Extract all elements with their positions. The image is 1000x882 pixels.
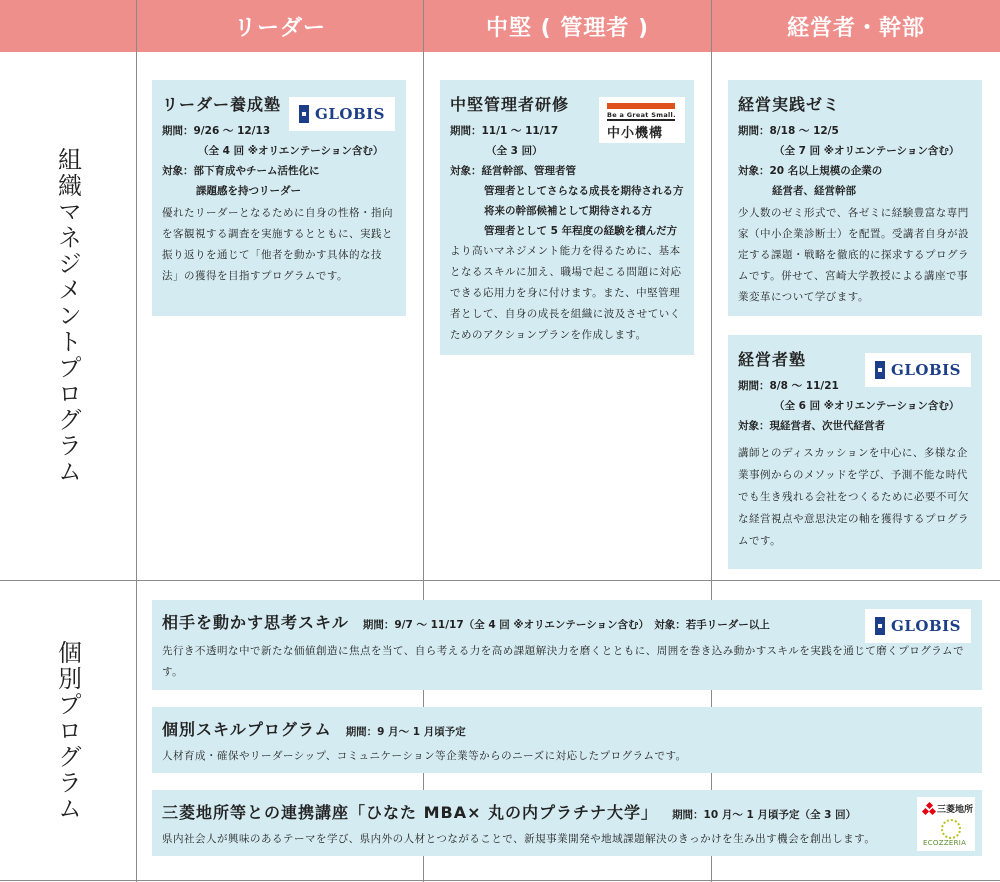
grid-line-col1 [136, 0, 137, 882]
leader-program-period: 期間：9/26 〜 12/13 [162, 125, 271, 137]
exec-school-description: 講師とのディスカッションを中心に、多様な企業事例からのメソッドを学び、予測不能な時代でも生き残れる会社をつくるために必要不可欠な経営視点や意思決定の軸を獲得するプログラムです。 [738, 447, 969, 547]
individual-skill-title: 個別スキルプログラム [162, 720, 332, 739]
mitsubishi-course-meta: 期間：10 月〜 1 月頃予定（全 3 回） [672, 809, 857, 821]
exec-school-title: 経営者塾 [738, 350, 807, 369]
middle-program-period: 期間：11/1 〜 11/17 [450, 125, 559, 137]
middle-program-period-note: （全 3 回） [486, 145, 543, 157]
middle-program-target-line: 管理者としてさらなる成長を期待される方 [484, 185, 684, 197]
leader-program-target-cont: 課題感を持つリーダー [196, 185, 301, 197]
exec-seminar-card [728, 80, 982, 316]
middle-program-target-line: 将来の幹部候補として期待される方 [484, 205, 652, 217]
smrj-logo-name: 中小機構 [607, 126, 664, 141]
header-leader: リーダー [137, 0, 423, 52]
exec-seminar-description: 少人数のゼミ形式で、各ゼミに経験豊富な専門家（中小企業診断士）を配置。受講者自身が設定する課題・戦略を徹底的に探求するプログラムです。併せて、宮崎大学教授による講座で事業変革について学びます。 [738, 207, 969, 303]
exec-school-target: 対象：現経営者、次世代経営者 [738, 420, 885, 432]
header-blank [0, 0, 136, 52]
header-executive: 経営者・幹部 [712, 0, 1000, 52]
thinking-skill-description: 先行き不透明な中で新たな価値創造に焦点を当て、自ら考える力を高め課題解決力を磨くとともに、周囲を巻き込み動かすスキルを実践を通じて磨くプログラムです。 [162, 645, 965, 678]
smrj-logo-tagline: Be a Great Small. [607, 111, 676, 119]
globis-mark-icon [875, 361, 885, 379]
individual-skill-description: 人材育成・確保やリーダーシップ、コミュニケーション等企業等からのニーズに対応したプログラムです。 [162, 750, 687, 762]
globis-logo-text: GLOBIS [891, 361, 961, 379]
globis-logo-text: GLOBIS [315, 105, 385, 123]
mitsubishi-diamonds-icon [923, 803, 935, 815]
ecozzeria-ring-icon [941, 819, 961, 839]
globis-logo-text: GLOBIS [891, 617, 961, 635]
individual-skill-header [162, 717, 974, 740]
middle-program-target-line: 管理者として 5 年程度の経験を積んだ方 [484, 225, 678, 237]
globis-mark-icon [299, 105, 309, 123]
globis-logo [289, 97, 395, 131]
row-label-individual: 個別プログラム [53, 639, 82, 822]
individual-skill-card [152, 707, 982, 773]
exec-seminar-period-note: （全 7 回 ※オリエンテーション含む） [774, 145, 960, 157]
mitsubishi-estate-logo [917, 797, 975, 851]
middle-program-target: 対象：経営幹部、管理者管 [450, 165, 576, 177]
individual-skill-meta: 期間：9 月〜 1 月頃予定 [345, 726, 466, 738]
middle-program-title: 中堅管理者研修 [450, 95, 570, 114]
thinking-skill-header [162, 610, 974, 633]
thinking-skill-title: 相手を動かす思考スキル [162, 613, 349, 632]
globis-logo [865, 609, 971, 643]
smrj-logo [599, 97, 685, 143]
ecozzeria-logo-text: ECOZZERIA [923, 839, 967, 847]
thinking-skill-card [152, 600, 982, 690]
middle-program-description: より高いマネジメント能力を得るために、基本となるスキルに加え、職場で起こる問題に対応できる応用力を身に付けます。また、中堅管理者として、自身の成長を組織に波及させていくためのアクションプランを作成します。 [450, 245, 682, 341]
smrj-logo-rule [607, 119, 675, 121]
mitsubishi-logo-text: 三菱地所 [937, 805, 974, 815]
exec-seminar-period: 期間：8/18 〜 12/5 [738, 125, 839, 137]
exec-seminar-title: 経営実践ゼミ [738, 95, 841, 114]
smrj-logo-bar [607, 103, 675, 109]
grid-line-bottom [0, 880, 1000, 881]
leader-program-title: リーダー養成塾 [162, 95, 282, 114]
mitsubishi-course-title: 三菱地所等との連携講座「ひなた MBA× 丸の内プラチナ大学」 [162, 803, 659, 822]
leader-program-target: 対象：部下育成やチーム活性化に [162, 165, 320, 177]
mitsubishi-course-description: 県内社会人が興味のあるテーマを学び、県内外の人材とつながることで、新規事業開発や地域課題解決のきっかけを生み出す機会を創出します。 [162, 833, 876, 845]
thinking-skill-meta: 期間：9/7 〜 11/17（全 4 回 ※オリエンテーション含む） 対象：若手リーダー以上 [362, 619, 770, 631]
exec-school-period-note: （全 6 回 ※オリエンテーション含む） [774, 400, 960, 412]
grid-line-row-divider [0, 580, 1000, 581]
exec-seminar-target: 対象：20 名以上規模の企業の [738, 165, 883, 177]
leader-program-description: 優れたリーダーとなるために自身の性格・指向を客観視する調査を実施するとともに、実践と振り返りを通じて「他者を動かす具体的な技法」の獲得を目指すプログラムです。 [162, 207, 393, 282]
row-label-org: 組織マネジメントプログラム [53, 147, 82, 485]
globis-logo [865, 353, 971, 387]
mitsubishi-course-header [162, 800, 974, 823]
mitsubishi-course-card [152, 790, 982, 856]
exec-school-period: 期間：8/8 〜 11/21 [738, 380, 839, 392]
exec-seminar-target-cont: 経営者、経営幹部 [772, 185, 856, 197]
leader-program-period-note: （全 4 回 ※オリエンテーション含む） [198, 145, 384, 157]
globis-mark-icon [875, 617, 885, 635]
header-middle: 中堅 ( 管理者 ) [424, 0, 711, 52]
